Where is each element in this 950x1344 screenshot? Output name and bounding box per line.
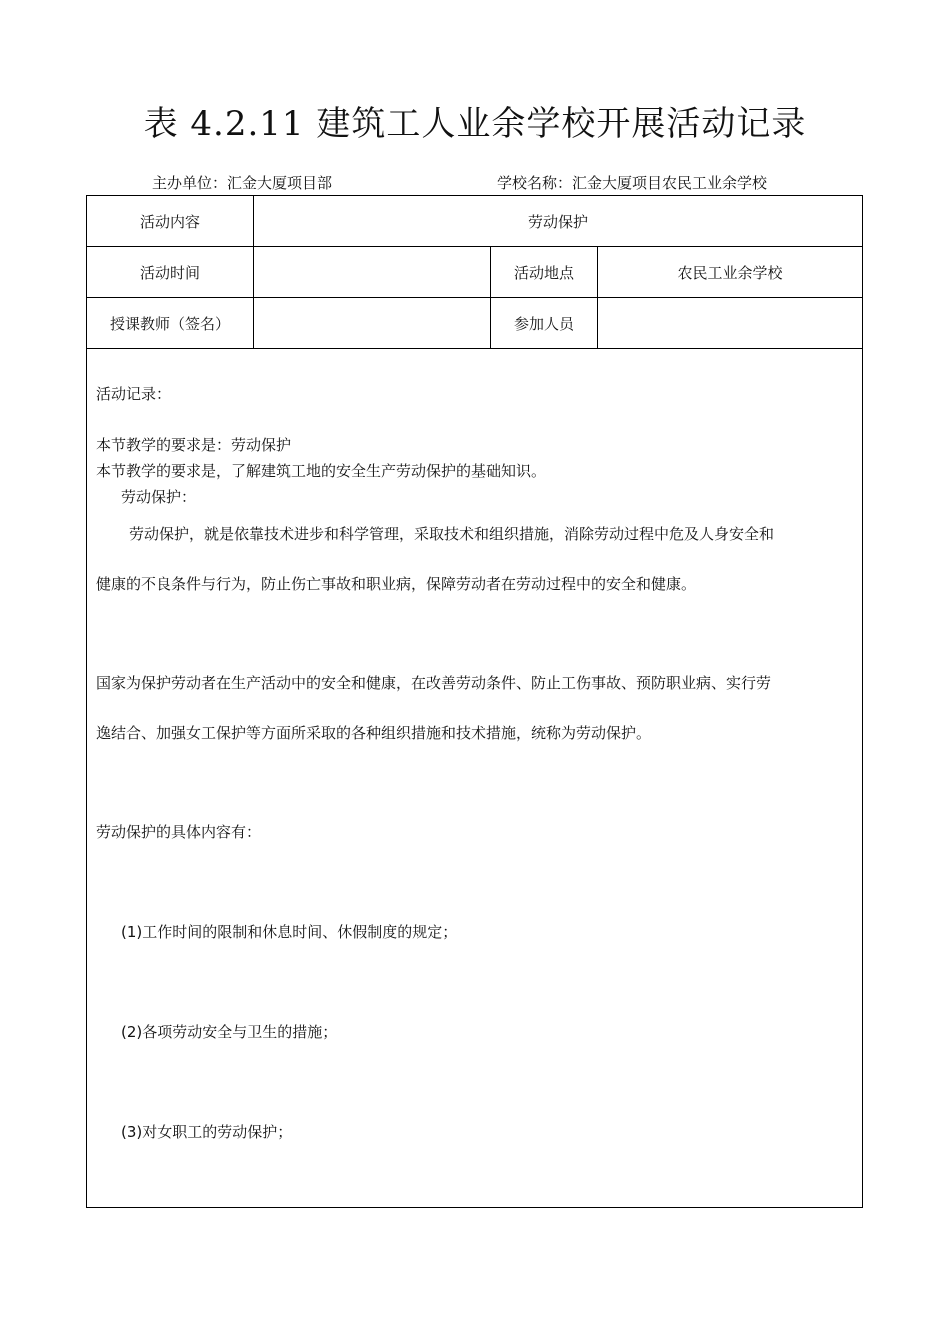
record-paragraph: 国家为保护劳动者在生产活动中的安全和健康，在改善劳动条件、防止工伤事故、预防职业病、实行劳: [96, 674, 772, 692]
record-paragraph: 逸结合、加强女工保护等方面所采取的各种组织措施和技术措施，统称为劳动保护。: [96, 724, 652, 742]
activity-place-value[interactable]: 农民工业余学校: [677, 263, 783, 282]
table-row-divider: [87, 348, 862, 349]
list-item: (3)对女职工的劳动保护；: [121, 1123, 293, 1141]
teacher-signature-label: 授课教师（签名）: [109, 314, 230, 333]
participants-label: 参加人员: [513, 314, 574, 333]
teacher-signature-value[interactable]: [254, 298, 490, 348]
activity-content-label: 活动内容: [139, 212, 200, 231]
list-item: (2)各项劳动安全与卫生的措施；: [121, 1023, 338, 1041]
record-line: 本节教学的要求是：劳动保护: [96, 436, 292, 454]
record-paragraph: 健康的不良条件与行为，防止伤亡事故和职业病，保障劳动者在劳动过程中的安全和健康。: [96, 575, 697, 593]
activity-record-table: [86, 195, 863, 1208]
record-paragraph: 劳动保护，就是依靠技术进步和科学管理，采取技术和组织措施，消除劳动过程中危及人身安全和: [129, 525, 775, 543]
activity-content-value[interactable]: 劳动保护: [527, 212, 588, 231]
activity-time-label: 活动时间: [139, 263, 200, 282]
record-line: 劳动保护：: [121, 488, 197, 506]
organizer-label: 主办单位：汇金大厦项目部: [152, 174, 333, 192]
activity-time-value[interactable]: [254, 247, 490, 297]
record-label: 活动记录：: [96, 385, 172, 403]
content-list-title: 劳动保护的具体内容有：: [96, 823, 262, 841]
list-item: (1)工作时间的限制和休息时间、休假制度的规定；: [121, 923, 458, 941]
record-line: 本节教学的要求是，了解建筑工地的安全生产劳动保护的基础知识。: [96, 462, 547, 480]
document-title: 表 4.2.11 建筑工人业余学校开展活动记录: [143, 104, 807, 144]
participants-value[interactable]: [598, 298, 862, 348]
activity-place-label: 活动地点: [513, 263, 574, 282]
school-name-label: 学校名称：汇金大厦项目农民工业余学校: [497, 174, 768, 192]
